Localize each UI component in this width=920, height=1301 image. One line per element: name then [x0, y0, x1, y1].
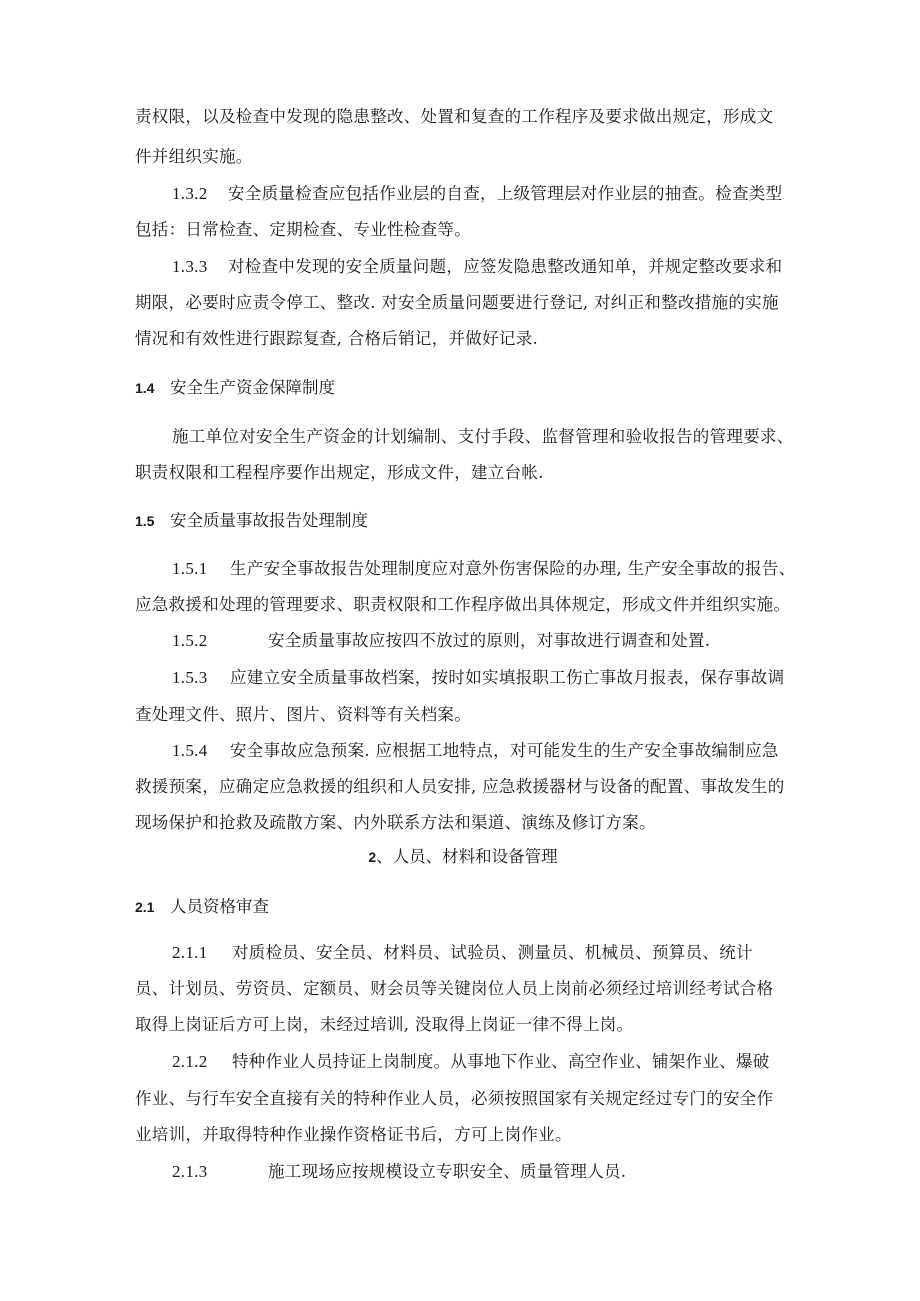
- section-heading-1-4: [135, 377, 335, 399]
- paragraph-line: 责权限，以及检查中发现的隐患整改、处置和复查的工作程序及要求做出规定，形成文: [135, 107, 774, 126]
- clause-number: 1.5.4: [172, 741, 208, 760]
- section-title: 安全生产资金保障制度: [170, 378, 335, 397]
- paragraph-line: 期限，必要时应责令停工、整改. 对安全质量问题要进行登记, 对纠正和整改措施的实施: [135, 293, 779, 312]
- section-title: 人员资格审查: [170, 897, 269, 916]
- clause-number: 1.3.3: [172, 257, 208, 276]
- paragraph-line: 员、计划员、劳资员、定额员、财会员等关键岗位人员上岗前必须经过培训经考试合格: [135, 979, 774, 998]
- paragraph-2-1-3: [172, 1161, 626, 1183]
- paragraph-line: 件并组织实施。: [135, 147, 253, 166]
- clause-number: 1.5.2: [172, 631, 208, 650]
- paragraph-line: 应急救援和处理的管理要求、职责权限和工作程序做出具体规定，形成文件并组织实施。: [135, 595, 791, 614]
- paragraph-line: 查处理文件、照片、图片、资料等有关档案。: [135, 705, 471, 724]
- paragraph-text: 生产安全事故报告处理制度应对意外伤害保险的办理, 生产安全事故的报告、: [230, 559, 796, 578]
- section-heading-1-5: [135, 510, 368, 532]
- paragraph-line: 现场保护和抢救及疏散方案、内外联系方法和渠道、演练及修订方案。: [135, 813, 656, 832]
- paragraph-text: 对质检员、安全员、材料员、试验员、测量员、机械员、预算员、统计: [232, 943, 753, 962]
- paragraph-1-5-1: [172, 558, 796, 580]
- paragraph-1-3-2: [172, 183, 782, 205]
- clause-number: 2.1.1: [172, 943, 208, 962]
- paragraph-text: 安全质量检查应包括作业层的自查，上级管理层对作业层的抽查。检查类型: [228, 184, 783, 203]
- section-number: 2.1: [135, 899, 155, 915]
- paragraph-1-5-4: [172, 740, 779, 762]
- paragraph-2-1-2: [172, 1051, 770, 1073]
- section-number: 1.5: [135, 513, 155, 529]
- paragraph-line: 包括：日常检查、定期检查、专业性检查等。: [135, 220, 471, 239]
- paragraph-line: 情况和有效性进行跟踪复查, 合格后销记，并做好记录.: [135, 329, 539, 348]
- paragraph-1-4: 施工单位对安全生产资金的计划编制、支付手段、监督管理和验收报告的管理要求、: [172, 427, 794, 446]
- clause-number: 2.1.2: [172, 1052, 208, 1071]
- paragraph-text: 对检查中发现的安全质量问题，应签发隐患整改通知单，并规定整改要求和: [228, 257, 783, 276]
- clause-number: 1.5.3: [172, 668, 208, 687]
- chapter-title: 、人员、材料和设备管理: [376, 847, 558, 866]
- clause-number: 2.1.3: [172, 1162, 208, 1181]
- paragraph-text: 应建立安全质量事故档案，按时如实填报职工伤亡事故月报表，保存事故调: [230, 668, 785, 687]
- paragraph-line: 作业、与行车安全直接有关的特种作业人员，必须按照国家有关规定经过专门的安全作: [135, 1089, 774, 1108]
- paragraph-line: 取得上岗证后方可上岗，未经过培训, 没取得上岗证一律不得上岗。: [135, 1015, 634, 1034]
- paragraph-text: 安全质量事故应按四不放过的原则，对事故进行调查和处置.: [268, 631, 711, 650]
- paragraph-line: 业培训，并取得特种作业操作资格证书后，方可上岗作业。: [135, 1125, 572, 1144]
- paragraph-text: 特种作业人员持证上岗制度。从事地下作业、高空作业、铺架作业、爆破: [232, 1052, 770, 1071]
- clause-number: 1.5.1: [172, 559, 208, 578]
- paragraph-1-3-3: [172, 256, 782, 278]
- section-heading-2-1: [135, 896, 269, 918]
- paragraph-2-1-1: [172, 942, 753, 964]
- paragraph-line: 救援预案，应确定应急救援的组织和人员安排, 应急救援器材与设备的配置、事故发生的: [135, 777, 785, 796]
- section-title: 安全质量事故报告处理制度: [170, 511, 368, 530]
- chapter-heading-2: [0, 846, 920, 868]
- paragraph-text: 施工现场应按规模设立专职安全、质量管理人员.: [268, 1162, 627, 1181]
- clause-number: 1.3.2: [172, 184, 208, 203]
- paragraph-1-5-3: [172, 667, 784, 689]
- section-number: 1.4: [135, 380, 155, 396]
- chapter-number: 2: [368, 849, 377, 865]
- paragraph-text: 安全事故应急预案. 应根据工地特点，对可能发生的生产安全事故编制应急: [230, 741, 779, 760]
- paragraph-1-5-2: [172, 630, 710, 652]
- paragraph-line: 职责权限和工程程序要作出规定，形成文件，建立台帐.: [135, 463, 544, 482]
